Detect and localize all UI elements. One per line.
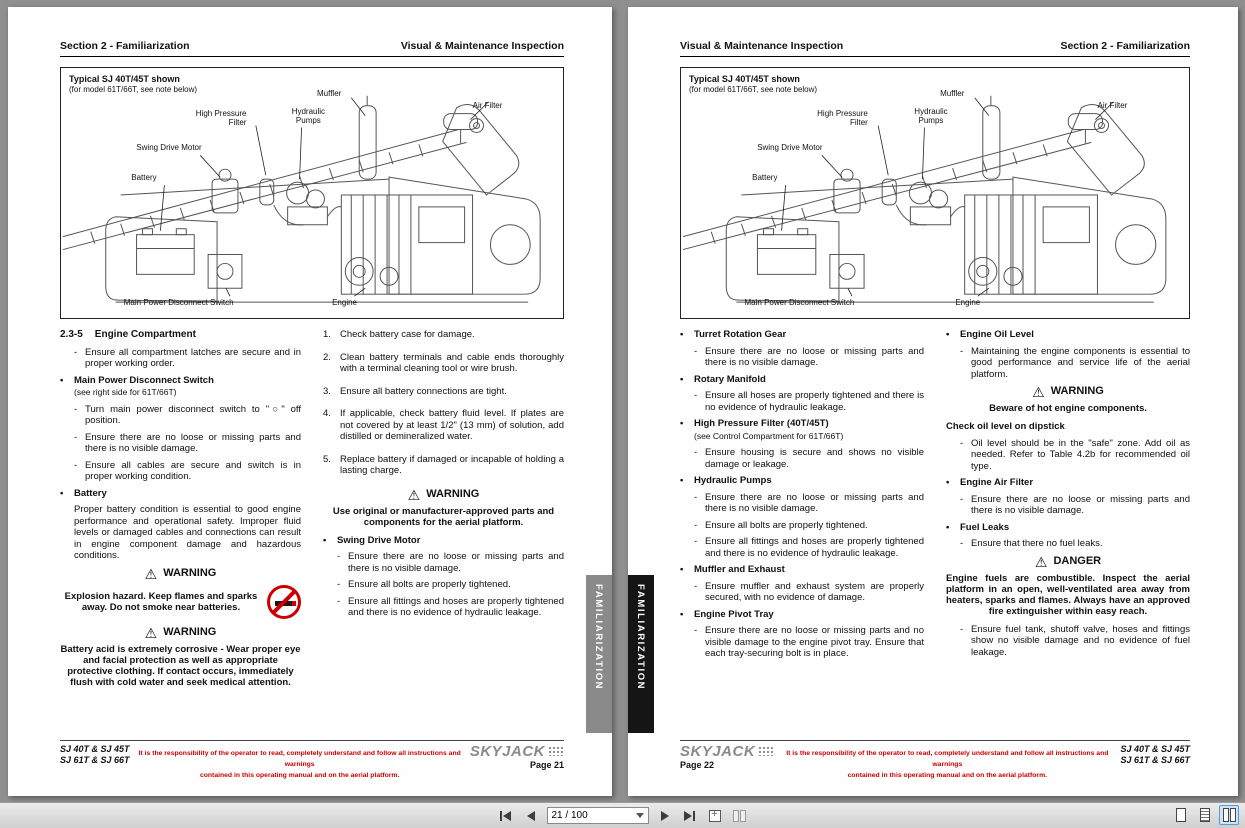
dash-marker: - bbox=[337, 551, 341, 562]
warning-box bbox=[323, 488, 564, 528]
diagram-title: Typical SJ 40T/45T shown bbox=[69, 74, 180, 84]
dash-marker: - bbox=[337, 579, 341, 590]
warning-box bbox=[946, 385, 1190, 414]
warning-header: ⚠ WARNING bbox=[407, 486, 480, 503]
dash-marker: - bbox=[337, 595, 341, 607]
label-air-filter: Air Filter bbox=[472, 100, 503, 110]
bullet-item: • Muffler and Exhaust bbox=[680, 564, 785, 575]
label-muffler: Muffler bbox=[940, 89, 965, 99]
bullet-item: • Swing Drive Motor bbox=[323, 534, 421, 546]
label-muffler: Muffler bbox=[317, 89, 342, 99]
dash-item: - Ensure all bolts are properly tightened. bbox=[694, 519, 868, 531]
page-content bbox=[680, 329, 1190, 738]
bullet-item: • Engine Oil Level bbox=[946, 329, 1034, 340]
content-column-1 bbox=[60, 329, 301, 738]
label-swing-drive-motor: Swing Drive Motor bbox=[757, 143, 823, 152]
dash-marker: - bbox=[74, 459, 78, 471]
new-tab-icon bbox=[709, 810, 721, 822]
diagram-subtitle: (for model 61T/66T, see note below) bbox=[69, 85, 198, 94]
dash-item: - Ensure all fittings and hoses are properly tightened and there is no evidence of hydraulic leakage. bbox=[694, 536, 924, 559]
dash-item: - Ensure there are no loose or missing parts and there is no visible damage. bbox=[337, 551, 564, 574]
dash-marker: - bbox=[74, 346, 78, 358]
single-page-icon bbox=[1176, 808, 1186, 822]
diagram-title: Typical SJ 40T/45T shown bbox=[689, 74, 800, 84]
dash-marker: - bbox=[74, 431, 78, 443]
label-high-pressure-filter: High Pressure Filter bbox=[817, 109, 868, 128]
bullet-marker: • bbox=[680, 564, 684, 575]
previous-page-button[interactable] bbox=[522, 807, 540, 825]
dash-item: - Turn main power disconnect switch to "○" off position. bbox=[74, 403, 301, 426]
dash-item: - Ensure all hoses are properly tightened and there is no evidence of hydraulic leakage. bbox=[694, 390, 924, 413]
label-main-power-disconnect-switch: Main Power Disconnect Switch bbox=[744, 298, 855, 307]
dash-marker: - bbox=[694, 625, 698, 636]
page-content bbox=[60, 329, 564, 738]
dash-marker: - bbox=[694, 519, 698, 531]
bullet-marker: • bbox=[323, 534, 327, 546]
page-indicator-value: 21 / 100 bbox=[551, 810, 588, 821]
continuous-scroll-icon bbox=[1200, 808, 1210, 822]
previous-page-icon bbox=[527, 811, 535, 821]
dash-marker: - bbox=[694, 447, 698, 458]
numbered-item: 2. Clean battery terminals and cable ends thoroughly with a terminal cleaning tool or wire brush. bbox=[323, 351, 564, 374]
dash-marker: - bbox=[694, 580, 698, 592]
label-battery: Battery bbox=[752, 173, 778, 182]
single-page-view-button[interactable] bbox=[1171, 805, 1191, 825]
dash-marker: - bbox=[694, 390, 698, 401]
dash-item: - Ensure that there no fuel leaks. bbox=[960, 538, 1103, 549]
bullet-item: • High Pressure Filter (40T/45T) bbox=[680, 418, 829, 429]
content-column-2 bbox=[946, 329, 1190, 738]
first-page-button[interactable] bbox=[497, 807, 515, 825]
warning-text: Explosion hazard. Keep flames and sparks away. Do not smoke near batteries. bbox=[64, 590, 258, 613]
next-page-icon bbox=[661, 811, 669, 821]
bullet-marker: • bbox=[946, 477, 950, 488]
warning-text: Beware of hot engine components. bbox=[989, 403, 1147, 414]
operator-disclaimer: It is the responsibility of the operator to read, completely understand and follow all instructions and warnings contained in this operating manual and on the aerial platform. bbox=[786, 750, 1109, 779]
dash-item: - Ensure there are no loose or missing parts and there is no visible damage. bbox=[694, 491, 924, 514]
numbered-item: 4. If applicable, check battery fluid level. If plates are not covered by at least 1/2" (13 mm) of solution, add distilled or demineralized water. bbox=[323, 408, 564, 442]
manual-page-21 bbox=[8, 7, 612, 796]
dash-item: - Oil level should be in the "safe" zone. Add oil as needed. Refer to Table 4.2b for recommended oil type. bbox=[960, 437, 1190, 472]
familiarization-tab bbox=[586, 575, 612, 733]
next-page-button[interactable] bbox=[656, 807, 674, 825]
warning-text: Use original or manufacturer-approved parts and components for the aerial platform. bbox=[332, 505, 555, 528]
warning-triangle-icon: ⚠ bbox=[144, 624, 158, 641]
warning-header: ⚠ WARNING bbox=[1032, 384, 1104, 400]
dash-marker: - bbox=[960, 493, 964, 505]
label-engine: Engine bbox=[332, 298, 357, 307]
numbered-item: 1. Check battery case for damage. bbox=[323, 329, 475, 340]
bullet-item: • Rotary Manifold bbox=[680, 373, 766, 385]
two-page-view-button[interactable] bbox=[1219, 805, 1239, 825]
label-engine: Engine bbox=[955, 298, 981, 307]
bullet-item: • Battery bbox=[60, 487, 107, 499]
familiarization-tab bbox=[628, 575, 654, 733]
dash-item: - Maintaining the engine components is essential to good performance and service life of the aerial platform. bbox=[960, 345, 1190, 380]
dash-item: - Ensure there are no loose or missing parts and there is no visible damage. bbox=[960, 493, 1190, 516]
diagram-subtitle: (for model 61T/66T, see note below) bbox=[689, 85, 818, 94]
bullet-marker: • bbox=[946, 329, 950, 340]
bullet-item: • Engine Pivot Tray bbox=[680, 608, 774, 620]
note-text: (see right side for 61T/66T) bbox=[74, 387, 177, 397]
warning-header: ⚠ DANGER bbox=[1034, 553, 1102, 570]
logo-dots-icon bbox=[548, 746, 564, 756]
content-column-2 bbox=[323, 329, 564, 738]
label-hydraulic-pumps: Hydraulic Pumps bbox=[914, 106, 948, 125]
note-text: (see Control Compartment for 61T/66T) bbox=[694, 430, 844, 441]
warning-header: ⚠ WARNING bbox=[144, 624, 217, 641]
two-page-icon bbox=[1223, 808, 1236, 822]
bullet-marker: • bbox=[680, 608, 684, 620]
dash-item: - Ensure all compartment latches are secure and in proper working order. bbox=[74, 346, 301, 369]
header-right-text: Visual & Maintenance Inspection bbox=[400, 40, 564, 52]
paragraph: Proper battery condition is essential to good engine performance and operational safety. Improper fluid levels or damaged cables and connections can result in engine component damage and hazardous conditions. bbox=[74, 504, 301, 561]
familiarization-tab-label: FAMILIARIZATION bbox=[635, 584, 646, 691]
warning-text: Engine fuels are combustible. Inspect the aerial platform in an open, well-ventilated area away from heaters, sparks and flames. Always have an approved fire extinguisher within easy reach. bbox=[946, 572, 1190, 617]
dash-marker: - bbox=[694, 345, 698, 357]
continuous-view-button[interactable] bbox=[1195, 805, 1215, 825]
logo-dots-icon bbox=[758, 746, 774, 756]
engine-compartment-diagram bbox=[680, 67, 1190, 319]
facing-pages-icon bbox=[733, 810, 746, 822]
label-battery: Battery bbox=[131, 173, 157, 182]
first-page-icon bbox=[503, 811, 511, 821]
logo-block bbox=[680, 744, 774, 770]
dash-marker: - bbox=[960, 623, 964, 635]
header-left-text: Section 2 - Familiarization bbox=[60, 40, 190, 52]
facing-pages-button[interactable] bbox=[731, 807, 749, 825]
no-smoking-icon bbox=[267, 585, 301, 619]
section-heading: 2.3-5 Engine Compartment bbox=[60, 329, 196, 340]
dash-marker: - bbox=[694, 491, 698, 503]
logo-block bbox=[470, 744, 564, 770]
view-mode-buttons bbox=[1171, 805, 1239, 825]
page-footer bbox=[680, 740, 1190, 781]
header-right-text: Section 2 - Familiarization bbox=[1060, 40, 1190, 52]
dash-item: - Ensure there are no loose or missing parts and there is no visible damage. bbox=[74, 431, 301, 454]
label-air-filter: Air Filter bbox=[1097, 100, 1128, 110]
bullet-item: • Turret Rotation Gear bbox=[680, 329, 787, 340]
bullet-marker: • bbox=[680, 475, 684, 486]
page-header bbox=[680, 40, 1190, 57]
warning-text: Battery acid is extremely corrosive - Wear proper eye and facial protection as well as appropriate protective clothing. If contact occurs, immediately flush with cold water and seek medical attention. bbox=[60, 643, 301, 688]
last-page-button[interactable] bbox=[681, 807, 699, 825]
bullet-marker: • bbox=[680, 418, 684, 429]
bullet-marker: • bbox=[60, 374, 64, 386]
warning-box bbox=[60, 626, 301, 688]
label-high-pressure-filter: High Pressure Filter bbox=[195, 109, 247, 128]
bold-lead-in: Check oil level on dipstick bbox=[946, 421, 1065, 432]
dash-item: - Ensure fuel tank, shutoff valve, hoses and fittings show no visible damage and no evidence of fuel leakage. bbox=[960, 623, 1190, 658]
content-column-1 bbox=[680, 329, 924, 738]
dash-marker: - bbox=[74, 403, 78, 415]
page-number-label: Page 21 bbox=[529, 760, 564, 770]
dash-marker: - bbox=[694, 536, 698, 547]
pdf-toolbar bbox=[0, 802, 1245, 828]
label-main-power-disconnect-switch: Main Power Disconnect Switch bbox=[123, 298, 234, 307]
warning-triangle-icon: ⚠ bbox=[144, 565, 158, 582]
model-list: SJ 40T & SJ 45T SJ 61T & SJ 66T bbox=[60, 744, 130, 765]
last-page-icon bbox=[684, 811, 692, 821]
warning-triangle-icon: ⚠ bbox=[407, 486, 421, 503]
dash-item: - Ensure muffler and exhaust system are properly secured, with no evidence of damage. bbox=[694, 580, 924, 603]
skyjack-logo: SKYJACK bbox=[470, 744, 564, 759]
page-number-label: Page 22 bbox=[680, 760, 715, 770]
bullet-marker: • bbox=[946, 521, 950, 533]
dash-marker: - bbox=[960, 437, 964, 449]
familiarization-tab-label: FAMILIARIZATION bbox=[593, 584, 604, 691]
label-swing-drive-motor: Swing Drive Motor bbox=[136, 143, 202, 152]
page-dropdown-icon[interactable] bbox=[636, 813, 644, 818]
bullet-item: • Engine Air Filter bbox=[946, 477, 1034, 488]
dash-item: - Ensure all fittings and hoses are properly tightened and there is no evidence of hydraulic leakage. bbox=[337, 595, 564, 618]
dash-item: - Ensure there are no loose or missing parts and there is no visible damage. bbox=[694, 345, 924, 368]
bullet-item: • Main Power Disconnect Switch bbox=[60, 374, 214, 386]
dash-item: - Ensure all cables are secure and switch is in proper working condition. bbox=[74, 459, 301, 482]
numbered-item: 5. Replace battery if damaged or incapable of holding a lasting charge. bbox=[323, 453, 564, 476]
engine-compartment-diagram bbox=[60, 67, 564, 319]
page-header bbox=[60, 40, 564, 57]
bullet-marker: • bbox=[680, 329, 684, 340]
danger-box bbox=[946, 555, 1190, 617]
bullet-item: • Fuel Leaks bbox=[946, 521, 1010, 533]
dash-item: - Ensure there are no loose or missing parts and no visible damage to the engine pivot tray. Ensure that each tray-securing bolt is in place. bbox=[694, 625, 924, 659]
warning-triangle-icon: ⚠ bbox=[1032, 384, 1045, 400]
dash-item: - Ensure housing is secure and shows no visible damage or leakage. bbox=[694, 447, 924, 470]
page-number-input[interactable] bbox=[547, 807, 649, 824]
operator-disclaimer: It is the responsibility of the operator to read, completely understand and follow all instructions and warnings contained in this operating manual and on the aerial platform. bbox=[138, 750, 461, 779]
header-left-text: Visual & Maintenance Inspection bbox=[680, 40, 844, 52]
skyjack-logo: SKYJACK bbox=[680, 744, 774, 759]
warning-header: ⚠ WARNING bbox=[144, 565, 217, 582]
bullet-marker: • bbox=[60, 487, 64, 499]
numbered-item: 3. Ensure all battery connections are tight. bbox=[323, 385, 507, 397]
label-hydraulic-pumps: Hydraulic Pumps bbox=[291, 106, 326, 125]
bullet-item: • Hydraulic Pumps bbox=[680, 475, 772, 486]
warning-box bbox=[60, 567, 301, 619]
dash-marker: - bbox=[960, 538, 964, 549]
manual-page-22 bbox=[628, 7, 1238, 796]
new-tab-button[interactable] bbox=[706, 807, 724, 825]
dash-marker: - bbox=[960, 345, 964, 357]
model-list: SJ 40T & SJ 45T SJ 61T & SJ 66T bbox=[1120, 744, 1190, 765]
bullet-marker: • bbox=[680, 373, 684, 385]
warning-triangle-icon: ⚠ bbox=[1034, 553, 1048, 570]
dash-item: - Ensure all bolts are properly tightened. bbox=[337, 579, 511, 590]
page-footer bbox=[60, 740, 564, 781]
